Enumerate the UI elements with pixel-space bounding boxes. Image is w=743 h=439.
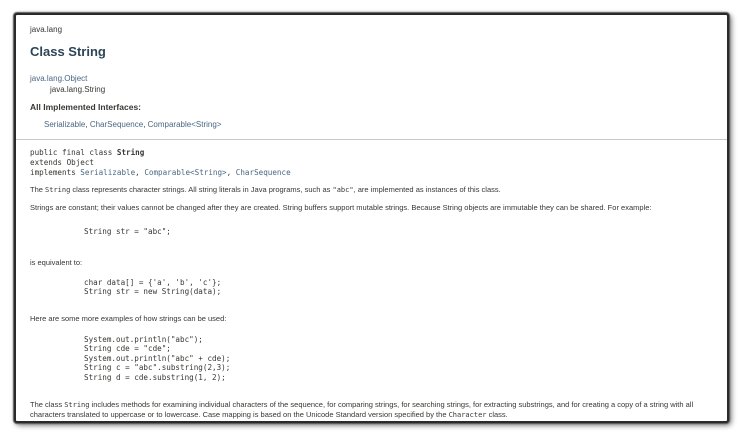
- code-line: String str = "abc";: [84, 227, 171, 236]
- declaration-line-2: extends Object: [30, 158, 95, 167]
- hierarchy-current-class: java.lang.String: [50, 85, 106, 94]
- code-line: System.out.println("abc");: [84, 334, 203, 344]
- code-line: char data[] = {'a', 'b', 'c'};: [84, 277, 222, 287]
- description-paragraph-3: is equivalent to:: [30, 257, 83, 267]
- implements-link-charsequence[interactable]: CharSequence: [235, 168, 291, 177]
- description-paragraph-2: Strings are constant; their values cannot be changed after they are created. String buffers support mutable strings. Because String objects are immutable they can be shared. For example:: [30, 203, 652, 212]
- description-paragraph-5: The class String includes methods for examining individual characters of the sequence, for comparing strings, for searching strings, for extracting substrings, and for creating a copy of a string with all characters translated to uppercase or to lowercase. Case mapping is based on the Unicode Standard version specified by the Character class.: [30, 400, 694, 419]
- code-example-2: [30, 278, 713, 297]
- javadoc-window: [14, 13, 729, 423]
- declaration-implements: implements: [30, 168, 81, 177]
- code-line: String d = cde.substring(1, 2);: [84, 372, 226, 382]
- class-header: [16, 15, 727, 129]
- interface-link-charsequence[interactable]: CharSequence: [89, 120, 144, 129]
- interfaces-list: Serializable, CharSequence, Comparable<String>: [44, 120, 222, 129]
- package-label: java.lang: [30, 25, 63, 34]
- implements-link-serializable[interactable]: Serializable: [80, 168, 136, 177]
- declaration-line-3: implements Serializable, Comparable<String>, CharSequence: [30, 168, 291, 177]
- interface-link-serializable[interactable]: Serializable: [44, 120, 86, 129]
- declaration-class-name: String: [116, 148, 145, 157]
- page-title: Class String: [30, 44, 106, 59]
- class-description: [16, 148, 727, 420]
- declaration-line-1: [30, 148, 713, 158]
- description-paragraph-4: Here are some more examples of how strings can be used:: [30, 313, 227, 323]
- hierarchy-link-object[interactable]: java.lang.Object: [30, 74, 88, 83]
- interface-link-comparable[interactable]: Comparable<String>: [147, 120, 222, 129]
- description-paragraph-1: The String class represents character strings. All string literals in Java programs, such as "abc", are implemented as instances of this class.: [30, 185, 501, 194]
- code-example-3: [30, 335, 713, 383]
- implements-link-comparable[interactable]: Comparable<String>: [144, 168, 227, 177]
- code-line: System.out.println("abc" + cde);: [84, 353, 231, 363]
- code-line: String cde = "cde";: [84, 344, 171, 353]
- inheritance-tree: [30, 74, 713, 94]
- code-line: String str = new String(data);: [84, 287, 222, 296]
- declaration-modifiers: public final class: [30, 148, 117, 157]
- class-declaration: [30, 148, 713, 178]
- interfaces-heading: All Implemented Interfaces:: [30, 102, 142, 112]
- section-divider: [16, 139, 727, 140]
- code-line: String c = "abc".substring(2,3);: [84, 363, 231, 372]
- code-example-1: [30, 227, 713, 237]
